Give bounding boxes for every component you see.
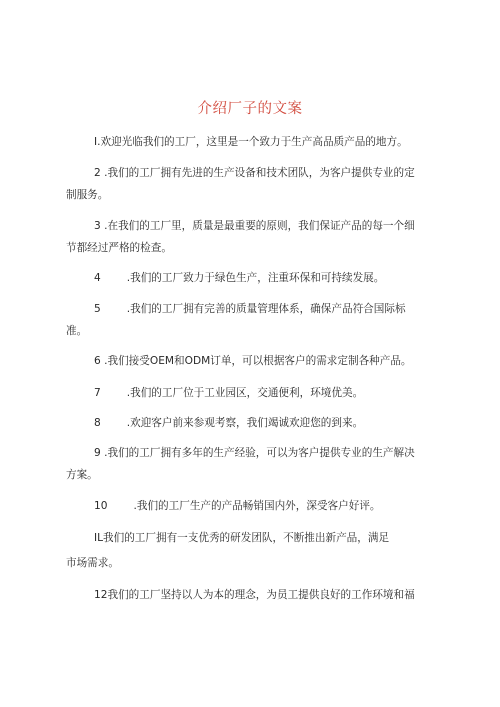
paragraph-10 [94, 499, 464, 513]
paragraph-7 [94, 386, 464, 400]
paragraph-9-continuation [66, 468, 436, 482]
paragraph-9 [94, 446, 464, 460]
paragraph-5-text-cont: 准。 [66, 325, 88, 337]
paragraph-5-number: 5 [94, 303, 101, 315]
paragraph-9-text-cont: 方案。 [66, 469, 98, 481]
paragraph-5-text: .我们的工厂拥有完善的质量管理体系，确保产品符合国际标 [126, 303, 406, 315]
paragraph-9-text: 9 .我们的工厂拥有多年的生产经验，可以为客户提供专业的生产解决 [94, 447, 415, 459]
paragraph-2-continuation [66, 188, 436, 202]
paragraph-2 [94, 166, 464, 180]
paragraph-11-text: IL我们的工厂拥有一支优秀的研发团队，不断推出新产品，满足 [94, 532, 390, 544]
paragraph-1 [94, 135, 464, 149]
paragraph-2-text: 2 .我们的工厂拥有先进的生产设备和技术团队，为客户提供专业的定 [94, 167, 415, 179]
paragraph-6-text: 6 .我们接受OEM和ODM订单，可以根据客户的需求定制各种产品。 [94, 355, 412, 367]
paragraph-4-text: .我们的工厂致力于绿色生产，注重环保和可持续发展。 [126, 272, 385, 284]
paragraph-8-text: .欢迎客户前来参观考察，我们竭诚欢迎您的到来。 [126, 417, 364, 429]
paragraph-5-continuation [66, 324, 436, 338]
paragraph-11-text-cont: 市场需求。 [66, 557, 119, 569]
paragraph-3 [94, 219, 464, 233]
paragraph-4 [94, 271, 464, 285]
paragraph-10-number: 10 [94, 500, 108, 512]
paragraph-1-text: I.欢迎光临我们的工厂，这里是一个致力于生产高品质产品的地方。 [94, 136, 408, 148]
paragraph-4-number: 4 [94, 272, 101, 284]
paragraph-6 [94, 354, 464, 368]
paragraph-12-text: 12我们的工厂坚持以人为本的理念，为员工提供良好的工作环境和福 [94, 589, 415, 601]
paragraph-10-text: .我们的工厂生产的产品畅销国内外，深受客户好评。 [133, 500, 381, 512]
paragraph-11-continuation [66, 556, 436, 570]
paragraph-2-text-cont: 制服务。 [66, 189, 109, 201]
paragraph-12 [94, 588, 464, 602]
paragraph-3-text: 3 .在我们的工厂里，质量是最重要的原则，我们保证产品的每一个细 [94, 220, 415, 232]
paragraph-7-text: .我们的工厂位于工业园区，交通便利，环境优美。 [126, 387, 364, 399]
paragraph-11 [94, 531, 464, 545]
document-title: 介绍厂子的文案 [197, 101, 303, 117]
paragraph-7-number: 7 [94, 387, 101, 399]
paragraph-5 [94, 302, 464, 316]
paragraph-3-text-cont: 节都经过严格的检查。 [66, 242, 172, 254]
paragraph-8-number: 8 [94, 417, 101, 429]
paragraph-3-continuation [66, 241, 436, 255]
paragraph-8 [94, 416, 464, 430]
